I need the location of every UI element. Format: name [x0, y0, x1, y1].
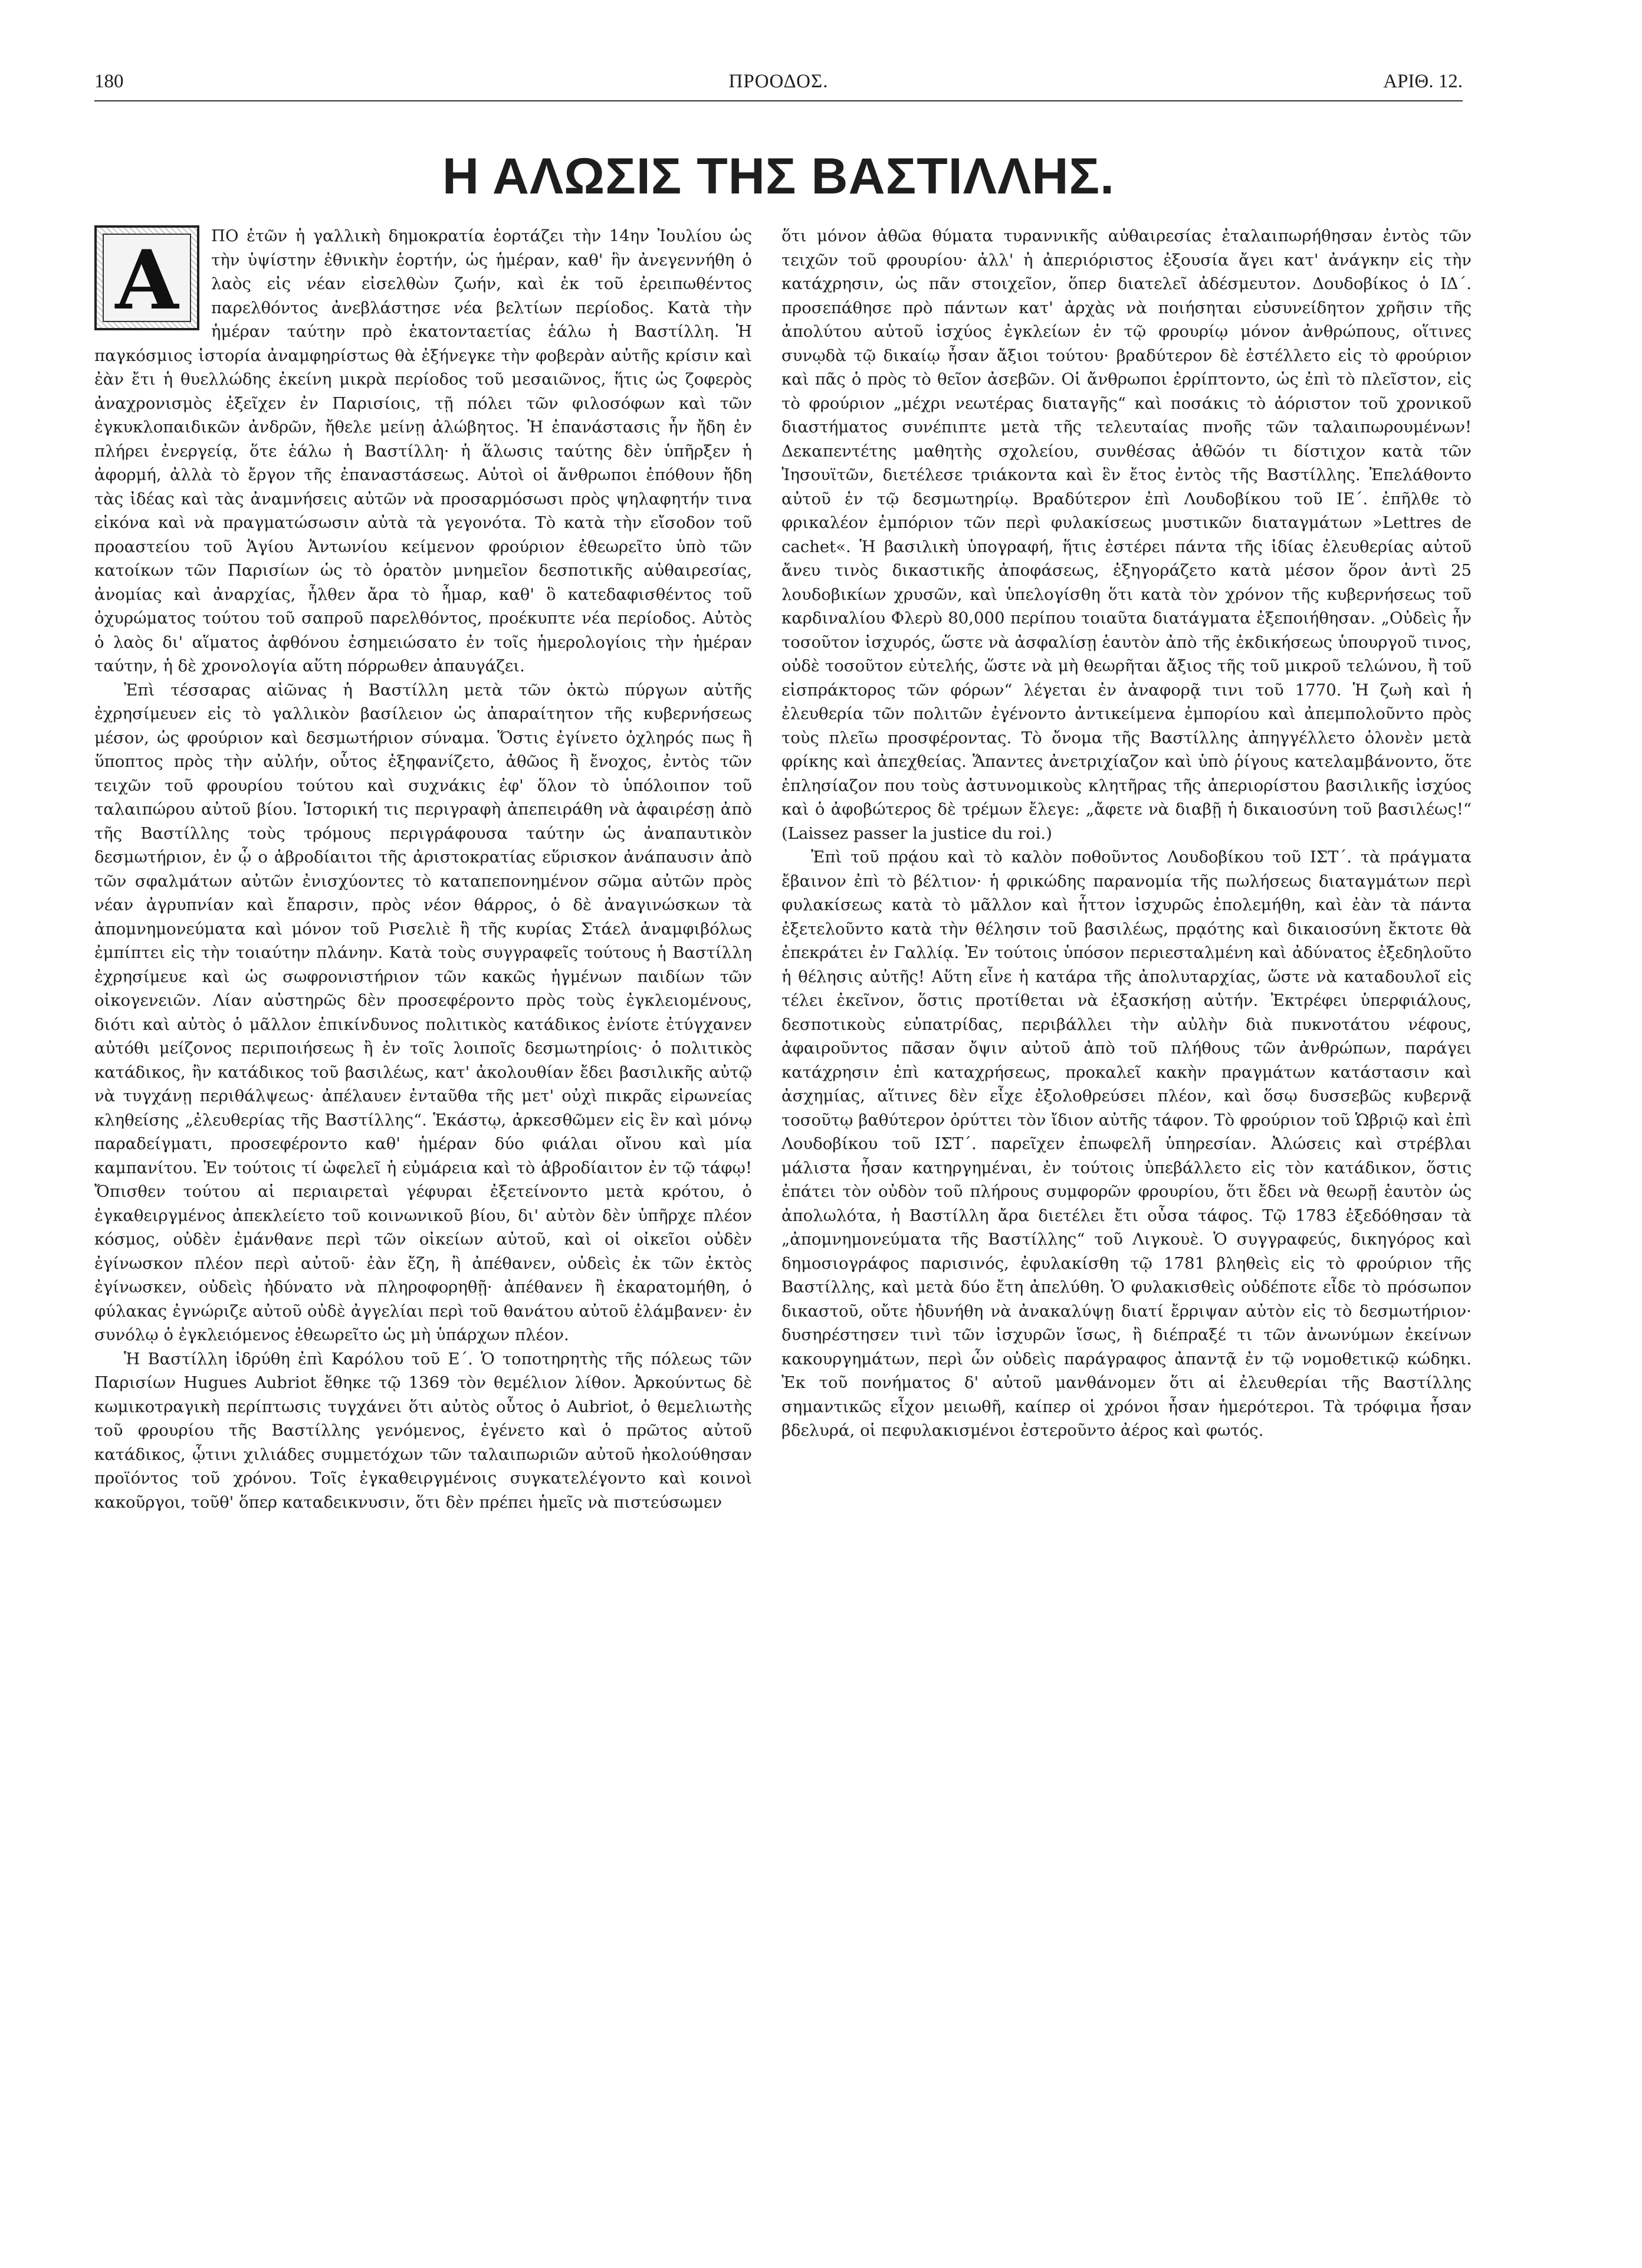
article-title: Η ΑΛΩΣΙΣ ΤΗΣ ΒΑΣΤΙΛΛΗΣ.	[442, 148, 1115, 205]
page-number: 180	[94, 71, 124, 92]
left-column	[94, 224, 752, 1514]
paragraph: ὅτι μόνον ἀθῶα θύματα τυραννικῆς αὐθαιρεσίας ἐταλαιπωρήθησαν ἐντὸς τῶν τειχῶν τοῦ φρουρίου· ἀλλ' ἡ ἀπεριόριστος ἐξουσία ἄγει κατ' ἀνάγκην εἰς τὴν κατάχρησιν, ὡς πᾶν στοιχεῖον, ὅπερ διατελεῖ ἀδέσμευτον. Δουδοβίκος ὁ ΙΔ΄. προσεπάθησε πρὸ πάντων κατ' ἀρχὰς νὰ ποιήσηται εὐσυνείδητον χρῆσιν τῆς ἀπολύτου αὐτοῦ ἰσχύος ἐγκλείων ἐν τῷ φρουρίῳ μόνον ἀνθρώπους, οἵτινες συνῳδὰ τῷ δικαίῳ ἦσαν ἄξιοι τούτου· βραδύτερον δὲ ἐστέλλετο εἰς τὸ φρούριον καὶ πᾶς ὁ πρὸς τὸ θεῖον ἀσεβῶν. Οἱ ἄνθρωποι ἐρρίπτοντο, ὡς ἐπὶ τὸ πλεῖστον, εἰς τὸ φρούριον „μέχρι νεωτέρας διαταγῆς“ καὶ ποσάκις τὸ ἀόριστον τοῦ χρονικοῦ διαστήματος συνέπιπτε μετὰ τῆς τελευταίας πνοῆς τῶν ταλαιπωρουμένων! Δεκαπεντέτης μαθητὴς σχολείου, συνθέσας ἀθῶόν τι δίστιχον κατὰ τῶν Ἰησουϊτῶν, διετέλεσε τριάκοντα καὶ ἓν ἔτος ἐντὸς τῆς Βαστίλλης. Ἐπελάθοντο αὐτοῦ ἐν τῷ δεσμωτηρίῳ. Βραδύτερον ἐπὶ Λουδοβίκου τοῦ ΙΕ΄. ἐπῆλθε τὸ φρικαλέον ἐμπόριον τῶν περὶ φυλακίσεως μυστικῶν διαταγμάτων »Lettres de cachet«. Ἡ βασιλικὴ ὑπογραφή, ἥτις ἐστέρει πάντα τῆς ἰδίας ἐλευθερίας αὐτοῦ ἄνευ τινὸς δικαστικῆς ἀποφάσεως, ἐξηγοράζετο κατὰ μέσον ὅρον ἀντὶ 25 λουδοβικίων χρυσῶν, καὶ ὑπελογίσθη ὅτι κατὰ τὸν χρόνον τῆς κυβερνήσεως τοῦ καρδιναλίου Φλερὺ 80,000 περίπου τοιαῦτα διατάγματα ἐξεποιήθησαν. „Οὐδεὶς ἦν τοσοῦτον ἰσχυρός, ὥστε νὰ ἀσφαλίσῃ ἑαυτὸν ἀπὸ τῆς ἐκδικήσεως ὑπουργοῦ τινος, οὐδὲ τοσοῦτον εὐτελής, ὥστε νὰ μὴ θεωρῆται ἄξιος τῆς τοῦ μικροῦ τελώνου, ἢ τοῦ εἰσπράκτορος τῶν φόρων“ λέγεται ἐν ἀναφορᾷ τινι τοῦ 1770. Ἡ ζωὴ καὶ ἡ ἐλευθερία τῶν πολιτῶν ἐγένοντο ἀντικείμενα ἐμπορίου καὶ ἀπεμπολοῦντο πρὸς τοὺς πλεῖω προσφέροντας. Τὸ ὄνομα τῆς Βαστίλλης ἀπηγγέλλετο ὁλονὲν μετὰ φρίκης καὶ ἀπεχθείας. Ἅπαντες ἀνετριχίαζον καὶ ὑπὸ ῥίγους κατελαμβάνοντο, ὅτε ἐπλησίαζον που τοὺς ἀστυνομικοὺς κλητῆρας τῆς ἀπεριορίστου βασιλικῆς ἰσχύος καὶ ὁ ἀφοβώτερος δὲ τρέμων ἔλεγε: „ἄφετε νὰ διαβῇ ἡ δικαιοσύνη τοῦ βασιλέως!“ (Laissez passer la justice du roi.)	[781, 227, 1472, 843]
paragraph: Ἐπὶ τέσσαρας αἰῶνας ἡ Βαστίλλη μετὰ τῶν ὀκτὼ πύργων αὐτῆς ἐχρησίμευεν εἰς τὸ γαλλικὸν βασίλειον ὡς ἀπαραίτητον τῆς κυβερνήσεως μέσον, ὡς φρούριον καὶ δεσμωτήριον σύναμα. Ὅστις ἐγίνετο ὀχληρός πως ἢ ὕποπτος πρὸς τὴν αὐλήν, οὗτος ἐξηφανίζετο, ἀθῶος ἢ ἔνοχος, ἐντὸς τῶν τειχῶν τοῦ φρουρίου τούτου καὶ συχνάκις ἐφ' ὅλον τὸ ὑπόλοιπον τοῦ ταλαιπώρου αὐτοῦ βίου. Ἱστορική τις περιγραφὴ ἀπεπειράθη νὰ ἀφαιρέσῃ ἀπὸ τῆς Βαστίλλης τοὺς τρόμους περιγράφουσα ταύτην ὡς ἀναπαυτικὸν δεσμωτήριον, ἐν ᾧ ο ἁβροδίαιτοι τῆς ἀριστοκρατίας εὕρισκον ἀνάπαυσιν ἀπὸ τῶν σφαλμάτων αὐτῶν ἐνισχύοντες τὸ καταπεπονημένον σῶμα αὐτῶν πρὸς νέαν ἀγρυπνίαν καὶ ἔπαρσιν, πρὸς νέον θάρρος, ὁ δὲ ἀναγινώσκων τὰ ἀπομνημονεύματα καὶ μόνον τοῦ Ρισελιὲ ἢ τῆς κυρίας Στάελ ἀναμφιβόλως ἐμπίπτει εἰς τὴν τοιαύτην πλάνην. Κατὰ τοὺς συγγραφεῖς τούτους ἡ Βαστίλλη ἐχρησίμευε καὶ ὡς σωφρονιστήριον τῶν κακῶς ἠγμένων παιδίων τῶν οἰκογενειῶν. Λίαν αὐστηρῶς δὲν προσεφέροντο πρὸς τοὺς ἐγκλειομένους, διότι καὶ αὐτὸς ὁ μᾶλλον ἐπικίνδυνος πολιτικὸς κατάδικος ἐνίοτε ἐτύγχανεν αὐτόθι μείζονος περιποιήσεως ἢ ἐν τοῖς λοιποῖς δεσμωτηρίοις· ὁ πολιτικὸς κατάδικος, ἢν κατάδικος τοῦ βασιλέως, κατ' ἀκολουθίαν ἔδει βασιλικῆς αὐτῷ νὰ τυγχάνῃ περιθάλψεως· ἀπέλαυεν ἐνταῦθα τῆς μετ' οὐχὶ πικρᾶς εἰρωνείας κληθείσης „ἐλευθερίας τῆς Βαστίλλης“. Ἑκάστῳ, ἀρκεσθῶμεν εἰς ἓν καὶ μόνῳ παραδείγματι, προσεφέροντο καθ' ἡμέραν δύο φιάλαι οἴνου καὶ μία καμπανίτου. Ἐν τούτοις τί ὠφελεῖ ἡ εὐμάρεια καὶ τὸ ἁβροδίαιτον ἐν τῷ τάφῳ! Ὄπισθεν τούτου αἱ περιαιρεταὶ γέφυραι ἐξετείνοντο μετὰ κρότου, ὁ ἐγκαθειργμένος ἀπεκλείετο τοῦ κοινωνικοῦ βίου, δι' αὐτὸν δὲν ὑπῆρχε πλέον κόσμος, οὐδὲν ἐμάνθανε περὶ τῶν οἰκείων αὐτοῦ, καὶ οἱ οἰκεῖοι οὐδὲν ἐγίνωσκον πλέον περὶ αὐτοῦ· ἐὰν ἔζη, ἢ ἀπέθανεν, οὐδεὶς ἐκ τῶν ἐκτὸς ἐγίνωσκεν, οὐδεὶς ἠδύνατο νὰ πληροφορηθῇ· ἀπέθανεν ἢ ἐκαρατομήθη, ὁ φύλακας ἐγνώριζε αὐτοῦ οὐδὲ ἀγγελίαι περὶ τοῦ θανάτου αὐτοῦ ἐλάμβανεν· ἐν συνόλῳ ὁ ἐγκλειόμενος ἐθεωρεῖτο ὡς μὴ ὑπάρχων πλέον.	[94, 680, 752, 1344]
paragraph: Ἡ Βαστίλλη ἱδρύθη ἐπὶ Καρόλου τοῦ Ε΄. Ὁ τοποτηρητὴς τῆς πόλεως τῶν Παρισίων Hugues Aubriot ἔθηκε τῷ 1369 τὸν θεμέλιον λίθον. Ἀρκούντως δὲ κωμικοτραγικὴ περίπτωσις τυγχάνει ὅτι αὐτὸς οὗτος ὁ Aubriot, ὁ θεμελιωτὴς τοῦ φρουρίου τῆς Βαστίλλης γενόμενος, ἐγένετο καὶ ὁ πρῶτος αὐτοῦ κατάδικος, ᾧτινι χιλιάδες συμμετόχων τῶν ταλαιπωριῶν αὐτοῦ ἠκολούθησαν προϊόντος τοῦ χρόνου. Τοῖς ἐγκαθειργμένοις συγκατελέγοντο καὶ κοινοὶ κακοῦργοι, τοῦθ' ὅπερ καταδεικνυσιν, ὅτι δὲν πρέπει ἡμεῖς νὰ πιστεύσωμεν	[94, 1349, 752, 1512]
ornamental-initial	[94, 225, 199, 330]
paragraph: Ἐπὶ τοῦ πρᾴου καὶ τὸ καλὸν ποθοῦντος Λουδοβίκου τοῦ ΙΣΤ΄. τὰ πράγματα ἔβαινον ἐπὶ τὸ βέλτιον· ἡ φρικώδης παρανομία τῆς πωλήσεως διαταγμάτων περὶ φυλακίσεως κατὰ τὸ μᾶλλον καὶ ἧττον ἰσχυρῶς ἐπολεμήθη, καὶ ἐὰν τὰ πάντα ἐξετελοῦντο κατὰ τὴν θέλησιν τοῦ βασιλέως, πρᾳότης καὶ δικαιοσύνη ἔκτοτε θὰ ἐπεκράτει ἐν Γαλλίᾳ. Ἐν τούτοις ὑπόσον περιεσταλμένη καὶ ἀδύνατος ἐξεδηλοῦτο ἡ θέλησις αὐτῆς! Αὕτη εἶνε ἡ κατάρα τῆς ἀπολυταρχίας, ὥστε νὰ καταδουλοῖ εἰς τέλει ἐκεῖνον, ὅστις προτίθεται νὰ ἐξασκήσῃ αὐτήν. Ἐκτρέφει ὑπερφιάλους, δεσποτικοὺς εὐπατρίδας, περιβάλλει τὴν αὐλὴν διὰ πυκνοτάτου νέφους, ἀφαιροῦντος πᾶσαν ὄψιν αὐτοῦ ἀπὸ τοῦ πλήθους τῶν ἀνθρώπων, παράγει κατάχρησιν ἐπὶ καταχρήσεως, προκαλεῖ κακὴν πραγμάτων κατάστασιν καὶ ἀσχημίας, αἵτινες δὲν εἶχε ἐξολοθρεύσει πλέον, καὶ ὅσῳ δυσσεβῶς κυβερνᾷ τοσοῦτῳ βαθύτερον ὀρύττει τὸν ἴδιον αὐτῆς τάφον. Τὸ φρούριον τοῦ Ὡβριῷ καὶ ἐπὶ Λουδοβίκου τοῦ ΙΣΤ΄. παρεῖχεν ἐπωφελῆ ὑπηρεσίαν. Ἀλώσεις καὶ στρέβλαι μάλιστα ἦσαν κατηργημέναι, ἐν τούτοις ὑπεβάλλετο εἰς τὸν κατάδικον, ὅστις ἐπάτει τὸν οὐδὸν τοῦ πλήρους συμφορῶν φρουρίου, ὅτι ἔδει νὰ θεωρῇ ἑαυτὸν ὡς ἀπολωλότα, ἡ Βαστίλλη ἄρα διετέλει ἔτι οὖσα τάφος. Τῷ 1783 ἐξεδόθησαν τὰ „ἀπομνημονεύματα τῆς Βαστίλλης“ τοῦ Λιγκουὲ. Ὁ συγγραφεύς, δικηγόρος καὶ δημοσιογράφος παρισινός, ἐφυλακίσθη τῷ 1781 βληθεὶς εἰς τὸ φρούριον τῆς Βαστίλλης, καὶ μετὰ δύο ἔτη ἀπελύθη. Ὁ φυλακισθεὶς οὐδέποτε εἶδε τὸ πρόσωπον δικαστοῦ, οὔτε ἠδυνήθη νὰ ἀνακαλύψῃ διατί ἔρριψαν αὐτὸν εἰς τὸ δεσμωτήριον· δυσηρέστησεν τινὶ τῶν ἰσχυρῶν ἴσως, ἢ διέπραξέ τι τῶν ἀνωνύμων ἐκείνων κακουργημάτων, περὶ ὧν οὐδεὶς παράγραφος ἀπαντᾷ ἐν τῷ νομοθετικῷ κώδηκι. Ἐκ τοῦ πονήματος δ' αὐτοῦ μανθάνομεν ὅτι αἱ ἐλευθερίαι τῆς Βαστίλλης σημαντικῶς εἶχον μειωθῆ, καίπερ οἱ χρόνοι ἦσαν ἡμερότεροι. Τὰ τρόφιμα ἦσαν βδελυρά, οἱ πεφυλακισμένοι ἐστεροῦντο ἀέρος καὶ φωτός.	[781, 848, 1472, 1440]
initial-frame	[103, 232, 191, 328]
journal-title: ΠΡΟΟΔΟΣ.	[728, 71, 829, 92]
right-column	[781, 224, 1472, 1443]
initial-letter: Α	[115, 232, 179, 328]
header-rule	[94, 100, 1463, 101]
paragraph: ΠΟ ἐτῶν ἡ γαλλικὴ δημοκρατία ἑορτάζει τὴν 14ην Ἰουλίου ὡς τὴν ὑψίστην ἐθνικὴν ἑορτήν, ὡς ἡμέραν, καθ' ἣν ἀνεγεννήθη ὁ λαὸς εἰς νέαν εἰσελθὼν ζωήν, καὶ ἐκ τοῦ ἐρειπωθέντος παρελθόντος ἀνεβλάστησε νέα βελτίων περίοδος. Κατὰ τὴν ἡμέραν ταύτην πρὸ ἑκατονταετίας ἑάλω ἡ Βαστίλλη. Ἡ παγκόσμιος ἱστορία ἀναμφηρίστως θὰ ἐξήνεγκε τὴν φοβερὰν αὐτῆς κρίσιν καὶ ἐὰν ἔτι ἡ θυελλώδης ἐκείνη μικρὰ περίοδος τοῦ μεσαιῶνος, ἥτις ὡς ζοφερὸς ἀναχρονισμὸς ἐξεῖχεν ἐν Παρισίοις, τῇ πόλει τῶν φιλοσόφων καὶ τῶν ἐγκυκλοπαιδικῶν ἀνδρῶν, ἤθελε μείνῃ ἀλώβητος. Ἡ ἐπανάστασις ἦν ἤδη ἐν πλήρει ἐνεργείᾳ, ὅτε ἑάλω ἡ Βαστίλλη· ἡ ἅλωσις ταύτης δὲν ὑπῆρξεν ἡ ἀφορμή, ἀλλὰ τὸ ἔργον τῆς ἐπαναστάσεως. Αὐτοὶ οἱ ἄνθρωποι ἐπόθουν ἤδη τὰς ἰδέας καὶ τὰς ἀναμνήσεις αὐτῶν νὰ προσαρμόσωσι πρὸς ψηλαφητήν τινα εἰκόνα καὶ νὰ πραγματώσωσιν αὐτὰ τὰ γεγονότα. Τὸ κατὰ τὴν εἴσοδον τοῦ προαστείου τοῦ Ἁγίου Ἀντωνίου κείμενον φρούριον ἐθεωρεῖτο ὑπὸ τῶν κατοίκων τῶν Παρισίων ὡς τὸ ὁρατὸν μνημεῖον δεσποτικῆς αὐθαιρεσίας, ἀνομίας καὶ ἀναρχίας, ἦλθεν ἄρα τὸ ἦμαρ, καθ' ὃ κατεδαφισθέντος τοῦ ὀχυρώματος τούτου τοῦ σαπροῦ παρελθόντος, προέκυπτε νέα περίοδος. Αὐτὸς ὁ λαὸς δι' αἵματος ἀφθόνου ἐσημειώσατο ἐν τοῖς ἡμερολογίοις τὴν ἡμέραν ταύτην, ἡ δὲ χρονολογία αὕτη πόρρωθεν ἀπαυγάζει.	[94, 227, 752, 675]
running-header	[94, 70, 1463, 103]
issue-number: ΑΡΙΘ. 12.	[1383, 71, 1463, 92]
